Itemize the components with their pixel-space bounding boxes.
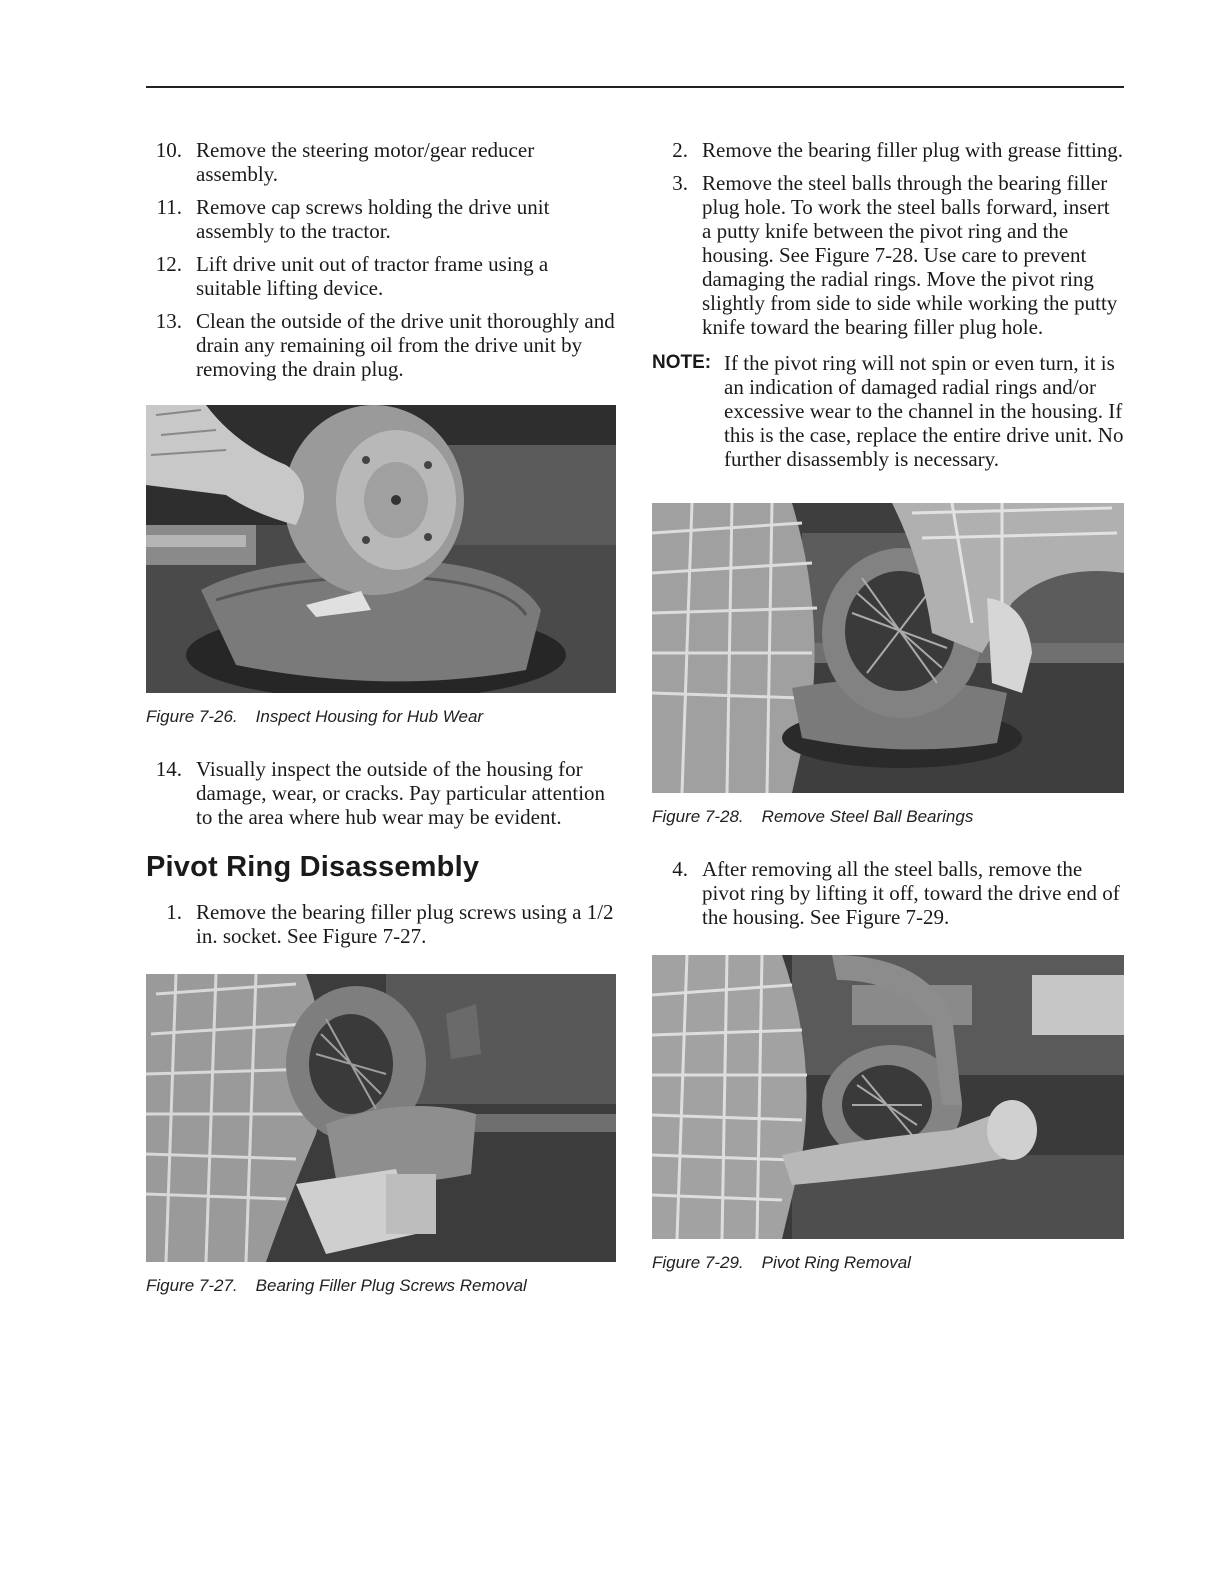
step-text: Remove the steering motor/gear reducer assembly. — [196, 138, 535, 186]
step-number: 3. — [672, 171, 688, 195]
section-title: Pivot Ring Disassembly — [146, 851, 480, 883]
figure-7-26-photo — [146, 405, 616, 693]
step-text: Lift drive unit out of tractor frame using a suitable lifting device. — [196, 252, 549, 300]
figure-7-26-caption — [146, 707, 616, 727]
plug-screws-photo-illustration — [146, 974, 616, 1262]
figure-number: Figure 7-29. — [652, 1253, 744, 1272]
right-column — [652, 138, 1124, 1273]
step-2 — [652, 138, 1124, 162]
step-number: 2. — [672, 138, 688, 162]
step-13 — [146, 309, 616, 381]
step-14 — [146, 757, 616, 829]
steps-10-13 — [146, 138, 616, 381]
figure-7-28-photo — [652, 503, 1124, 793]
step-text: Remove the bearing filler plug screws using a 1/2 in. socket. See Figure 7-27. — [196, 900, 614, 948]
figure-7-29-photo — [652, 955, 1124, 1239]
figure-number: Figure 7-28. — [652, 807, 744, 826]
step-10 — [146, 138, 616, 186]
figure-title: Remove Steel Ball Bearings — [761, 807, 974, 826]
figure-title: Inspect Housing for Hub Wear — [255, 707, 484, 726]
step-number: 12. — [155, 252, 182, 276]
figure-7-27-caption — [146, 1276, 616, 1296]
figure-7-27-photo — [146, 974, 616, 1262]
step-4 — [652, 857, 1124, 929]
step-number: 13. — [155, 309, 182, 333]
step-11 — [146, 195, 616, 243]
note-label: NOTE: — [652, 352, 712, 373]
figure-number: Figure 7-26. — [146, 707, 238, 726]
step-text: Clean the outside of the drive unit thoroughly and drain any remaining oil from the drive unit by removing the drain plug. — [196, 309, 615, 381]
step-text: Remove the bearing filler plug with grease fitting. — [702, 138, 1124, 162]
step-1 — [146, 900, 616, 948]
figure-7-29-caption — [652, 1253, 1124, 1273]
steps-2-3 — [652, 138, 1124, 339]
steps-14 — [146, 757, 616, 829]
step-3 — [652, 171, 1124, 339]
step-text: After removing all the steel balls, remove the pivot ring by lifting it off, toward the drive end of the housing. See Figure 7-29. — [702, 857, 1120, 929]
step-12 — [146, 252, 616, 300]
figure-number: Figure 7-27. — [146, 1276, 238, 1295]
steel-balls-photo-illustration — [652, 503, 1124, 793]
housing-photo-illustration — [146, 405, 616, 693]
steps-4 — [652, 857, 1124, 929]
note-block — [652, 351, 1124, 471]
note-text: If the pivot ring will not spin or even turn, it is an indication of damaged radial rings and/or excessive wear to the channel in the housing. If this is the case, replace the entire drive unit. No further disassembly is necessary. — [724, 351, 1124, 471]
step-text: Remove cap screws holding the drive unit assembly to the tractor. — [196, 195, 550, 243]
figure-title: Bearing Filler Plug Screws Removal — [255, 1276, 527, 1295]
step-number: 1. — [166, 900, 182, 924]
pivot-ring-photo-illustration — [652, 955, 1124, 1239]
figure-title: Pivot Ring Removal — [761, 1253, 911, 1272]
step-number: 4. — [672, 857, 688, 881]
header-rule — [146, 86, 1124, 88]
step-number: 14. — [155, 757, 182, 781]
figure-7-28-caption — [652, 807, 1124, 827]
left-column — [146, 138, 616, 1296]
step-number: 10. — [155, 138, 182, 162]
steps-1 — [146, 900, 616, 948]
step-text: Remove the steel balls through the bearing filler plug hole. To work the steel balls forward, insert a putty knife between the pivot ring and the housing. See Figure 7-28. Use care to prevent damaging the radial rings. Move the pivot ring slightly from side to side while working the putty knife toward the bearing filler plug hole. — [702, 171, 1118, 339]
step-number: 11. — [156, 195, 182, 219]
step-text: Visually inspect the outside of the housing for damage, wear, or cracks. Pay particular attention to the area where hub wear may be evident. — [196, 757, 606, 829]
